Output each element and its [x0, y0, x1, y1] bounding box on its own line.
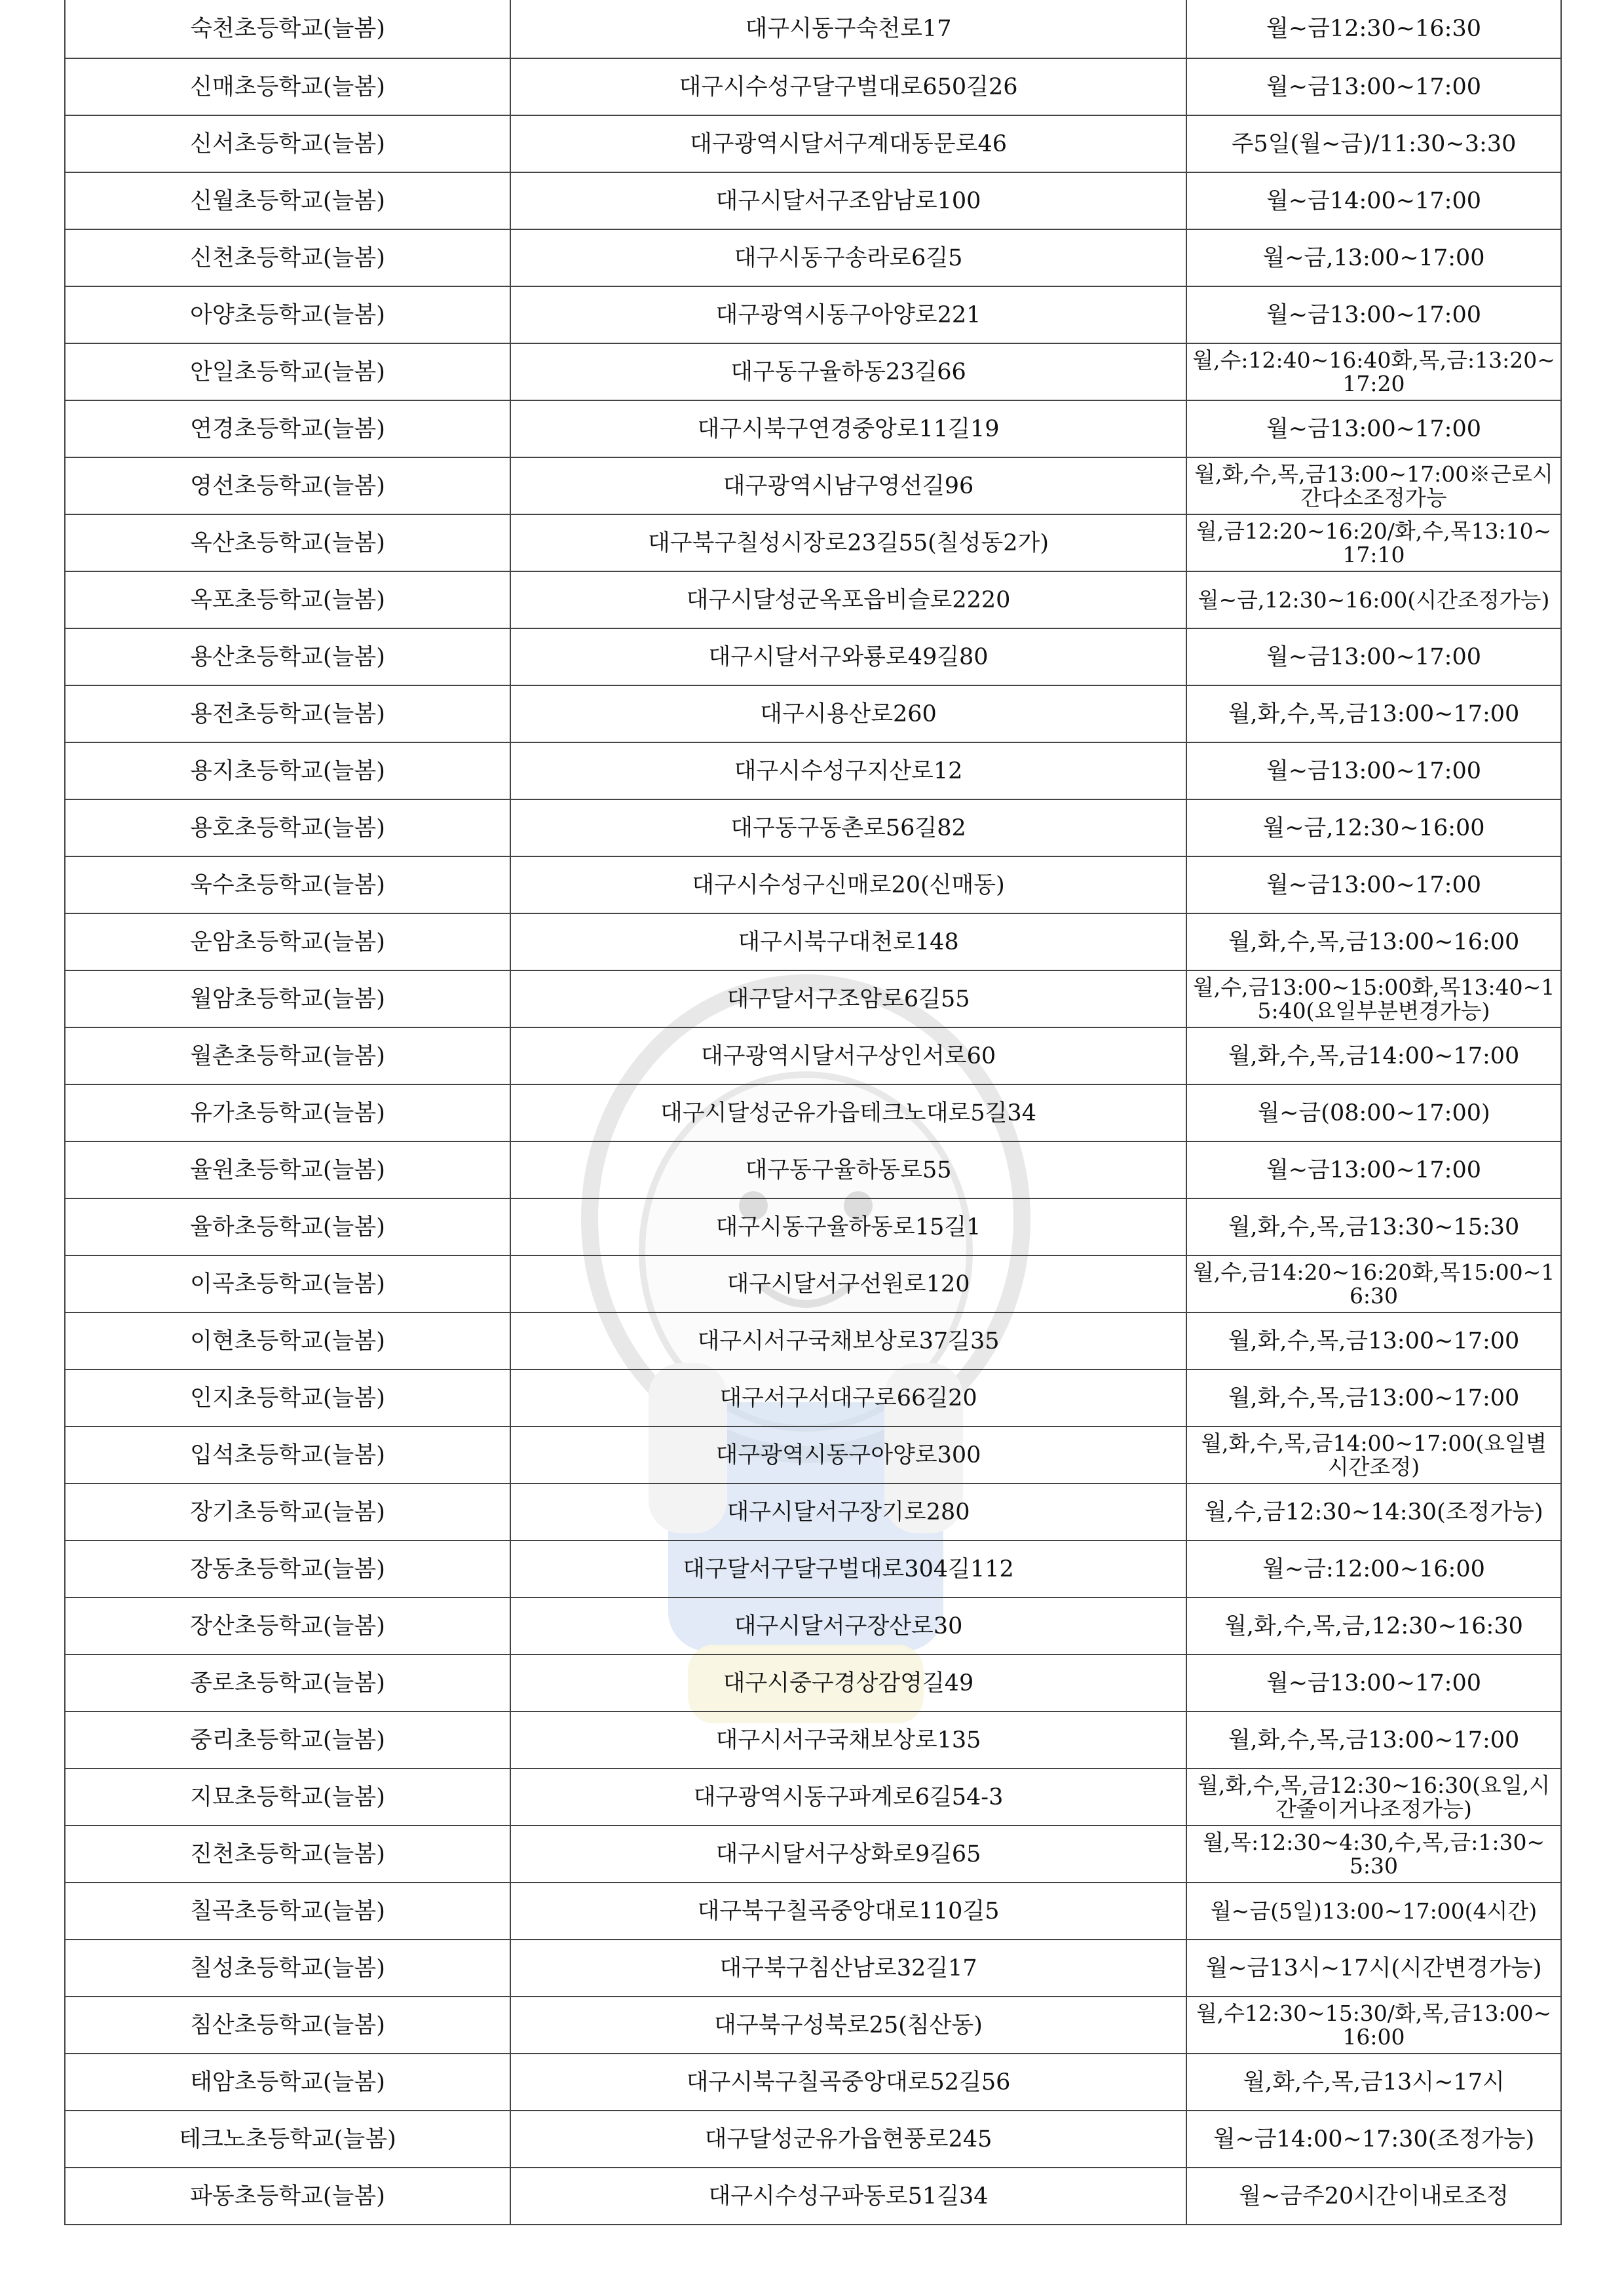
address-cell: 대구시북구대천로148	[510, 913, 1186, 970]
school-cell: 입석초등학교(늘봄)	[65, 1426, 510, 1483]
table-row	[65, 970, 1561, 1027]
hours-cell: 월,화,수,목,금13:00~17:00※근로시간다소조정가능	[1186, 457, 1561, 514]
hours-cell: 월,화,수,목,금13:00~17:00	[1186, 685, 1561, 742]
school-cell: 욱수초등학교(늘봄)	[65, 856, 510, 913]
hours-cell: 월~금14:00~17:00	[1186, 172, 1561, 229]
school-cell: 유가초등학교(늘봄)	[65, 1084, 510, 1141]
address-cell: 대구광역시달서구상인서로60	[510, 1027, 1186, 1084]
table-row	[65, 628, 1561, 685]
hours-cell: 월~금13:00~17:00	[1186, 856, 1561, 913]
hours-cell: 월~금14:00~17:30(조정가능)	[1186, 2111, 1561, 2168]
school-cell: 파동초등학교(늘봄)	[65, 2168, 510, 2225]
hours-cell: 월~금:12:00~16:00	[1186, 1540, 1561, 1598]
address-cell: 대구북구침산남로32길17	[510, 1940, 1186, 1997]
table-row	[65, 1255, 1561, 1312]
table-row	[65, 1598, 1561, 1655]
address-cell: 대구북구칠곡중앙대로110길5	[510, 1883, 1186, 1940]
school-cell: 장기초등학교(늘봄)	[65, 1483, 510, 1540]
address-cell: 대구시수성구지산로12	[510, 742, 1186, 799]
hours-cell: 월,목:12:30~4:30,수,목,금:1:30~5:30	[1186, 1826, 1561, 1883]
table-body	[65, 0, 1561, 2225]
hours-cell: 주5일(월~금)/11:30~3:30	[1186, 115, 1561, 172]
table-row	[65, 1369, 1561, 1426]
address-cell: 대구광역시달서구계대동문로46	[510, 115, 1186, 172]
school-cell: 태암초등학교(늘봄)	[65, 2054, 510, 2111]
hours-cell: 월~금13:00~17:00	[1186, 58, 1561, 115]
hours-cell: 월,화,수,목,금12:30~16:30(요일,시간줄이거나조정가능)	[1186, 1769, 1561, 1826]
address-cell: 대구시달성군유가읍테크노대로5길34	[510, 1084, 1186, 1141]
hours-cell: 월,화,수,목,금13:00~17:00	[1186, 1712, 1561, 1769]
school-cell: 칠곡초등학교(늘봄)	[65, 1883, 510, 1940]
hours-cell: 월,화,수,목,금13:00~17:00	[1186, 1312, 1561, 1369]
school-cell: 월촌초등학교(늘봄)	[65, 1027, 510, 1084]
address-cell: 대구시동구송라로6길5	[510, 229, 1186, 286]
school-cell: 칠성초등학교(늘봄)	[65, 1940, 510, 1997]
school-cell: 신매초등학교(늘봄)	[65, 58, 510, 115]
table-row	[65, 1483, 1561, 1540]
hours-cell: 월~금,12:30~16:00(시간조정가능)	[1186, 571, 1561, 628]
address-cell: 대구광역시남구영선길96	[510, 457, 1186, 514]
address-cell: 대구광역시동구아양로300	[510, 1426, 1186, 1483]
address-cell: 대구동구동촌로56길82	[510, 799, 1186, 856]
hours-cell: 월,화,수,목,금,12:30~16:30	[1186, 1598, 1561, 1655]
address-cell: 대구북구성북로25(침산동)	[510, 1997, 1186, 2054]
table-row	[65, 1198, 1561, 1255]
table-row	[65, 1655, 1561, 1712]
school-cell: 진천초등학교(늘봄)	[65, 1826, 510, 1883]
hours-cell: 월~금12:30~16:30	[1186, 0, 1561, 58]
address-cell: 대구시달서구선원로120	[510, 1255, 1186, 1312]
table-row	[65, 1997, 1561, 2054]
address-cell: 대구달서구조암로6길55	[510, 970, 1186, 1027]
table-row	[65, 913, 1561, 970]
address-cell: 대구시서구국채보상로135	[510, 1712, 1186, 1769]
hours-cell: 월~금13:00~17:00	[1186, 286, 1561, 343]
hours-cell: 월~금13시~17시(시간변경가능)	[1186, 1940, 1561, 1997]
hours-cell: 월~금13:00~17:00	[1186, 1141, 1561, 1198]
table-row	[65, 1712, 1561, 1769]
school-cell: 연경초등학교(늘봄)	[65, 400, 510, 457]
table-row	[65, 685, 1561, 742]
school-cell: 테크노초등학교(늘봄)	[65, 2111, 510, 2168]
school-cell: 율원초등학교(늘봄)	[65, 1141, 510, 1198]
school-cell: 침산초등학교(늘봄)	[65, 1997, 510, 2054]
table-row	[65, 2111, 1561, 2168]
hours-cell: 월,화,수,목,금14:00~17:00(요일별시간조정)	[1186, 1426, 1561, 1483]
school-schedule-table	[64, 0, 1562, 2225]
hours-cell: 월,수12:30~15:30/화,목,금13:00~16:00	[1186, 1997, 1561, 2054]
hours-cell: 월~금(5일)13:00~17:00(4시간)	[1186, 1883, 1561, 1940]
hours-cell: 월,수:12:40~16:40화,목,금:13:20~17:20	[1186, 343, 1561, 400]
table-row	[65, 2168, 1561, 2225]
school-cell: 월암초등학교(늘봄)	[65, 970, 510, 1027]
school-cell: 지묘초등학교(늘봄)	[65, 1769, 510, 1826]
table-row	[65, 571, 1561, 628]
school-cell: 옥산초등학교(늘봄)	[65, 514, 510, 571]
school-cell: 율하초등학교(늘봄)	[65, 1198, 510, 1255]
address-cell: 대구시달성군옥포읍비슬로2220	[510, 571, 1186, 628]
hours-cell: 월~금,12:30~16:00	[1186, 799, 1561, 856]
address-cell: 대구시북구연경중앙로11길19	[510, 400, 1186, 457]
table-row	[65, 856, 1561, 913]
table-row	[65, 1826, 1561, 1883]
table-row	[65, 115, 1561, 172]
table-row	[65, 2054, 1561, 2111]
hours-cell: 월,화,수,목,금13시~17시	[1186, 2054, 1561, 2111]
table-row	[65, 1084, 1561, 1141]
address-cell: 대구시달서구상화로9길65	[510, 1826, 1186, 1883]
hours-cell: 월,금12:20~16:20/화,수,목13:10~17:10	[1186, 514, 1561, 571]
hours-cell: 월,화,수,목,금13:30~15:30	[1186, 1198, 1561, 1255]
table-row	[65, 514, 1561, 571]
table-row	[65, 343, 1561, 400]
table-row	[65, 742, 1561, 799]
table-row	[65, 1027, 1561, 1084]
table-row	[65, 400, 1561, 457]
address-cell: 대구동구율하동로55	[510, 1141, 1186, 1198]
table-row	[65, 1769, 1561, 1826]
school-cell: 용전초등학교(늘봄)	[65, 685, 510, 742]
hours-cell: 월,화,수,목,금14:00~17:00	[1186, 1027, 1561, 1084]
address-cell: 대구북구칠성시장로23길55(칠성동2가)	[510, 514, 1186, 571]
hours-cell: 월~금주20시간이내로조정	[1186, 2168, 1561, 2225]
address-cell: 대구시용산로260	[510, 685, 1186, 742]
hours-cell: 월,수,금13:00~15:00화,목13:40~15:40(요일부분변경가능)	[1186, 970, 1561, 1027]
hours-cell: 월,수,금14:20~16:20화,목15:00~16:30	[1186, 1255, 1561, 1312]
address-cell: 대구시동구숙천로17	[510, 0, 1186, 58]
hours-cell: 월~금13:00~17:00	[1186, 628, 1561, 685]
address-cell: 대구달성군유가읍현풍로245	[510, 2111, 1186, 2168]
address-cell: 대구시달서구장산로30	[510, 1598, 1186, 1655]
school-cell: 장산초등학교(늘봄)	[65, 1598, 510, 1655]
address-cell: 대구시수성구신매로20(신매동)	[510, 856, 1186, 913]
school-cell: 옥포초등학교(늘봄)	[65, 571, 510, 628]
table-row	[65, 1940, 1561, 1997]
address-cell: 대구시달서구와룡로49길80	[510, 628, 1186, 685]
school-cell: 이현초등학교(늘봄)	[65, 1312, 510, 1369]
hours-cell: 월~금13:00~17:00	[1186, 400, 1561, 457]
hours-cell: 월,화,수,목,금13:00~17:00	[1186, 1369, 1561, 1426]
table-row	[65, 457, 1561, 514]
school-cell: 중리초등학교(늘봄)	[65, 1712, 510, 1769]
address-cell: 대구시수성구달구벌대로650길26	[510, 58, 1186, 115]
school-cell: 안일초등학교(늘봄)	[65, 343, 510, 400]
hours-cell: 월~금,13:00~17:00	[1186, 229, 1561, 286]
hours-cell: 월,화,수,목,금13:00~16:00	[1186, 913, 1561, 970]
address-cell: 대구시중구경상감영길49	[510, 1655, 1186, 1712]
address-cell: 대구시수성구파동로51길34	[510, 2168, 1186, 2225]
table-row	[65, 58, 1561, 115]
school-cell: 영선초등학교(늘봄)	[65, 457, 510, 514]
table-row	[65, 1312, 1561, 1369]
table-row	[65, 1426, 1561, 1483]
school-cell: 신서초등학교(늘봄)	[65, 115, 510, 172]
address-cell: 대구시달서구조암남로100	[510, 172, 1186, 229]
school-cell: 숙천초등학교(늘봄)	[65, 0, 510, 58]
school-cell: 용지초등학교(늘봄)	[65, 742, 510, 799]
hours-cell: 월,수,금12:30~14:30(조정가능)	[1186, 1483, 1561, 1540]
school-cell: 용호초등학교(늘봄)	[65, 799, 510, 856]
school-cell: 이곡초등학교(늘봄)	[65, 1255, 510, 1312]
school-cell: 신월초등학교(늘봄)	[65, 172, 510, 229]
school-cell: 운암초등학교(늘봄)	[65, 913, 510, 970]
address-cell: 대구광역시동구아양로221	[510, 286, 1186, 343]
table-row	[65, 1883, 1561, 1940]
table-row	[65, 1141, 1561, 1198]
school-cell: 인지초등학교(늘봄)	[65, 1369, 510, 1426]
school-cell: 신천초등학교(늘봄)	[65, 229, 510, 286]
hours-cell: 월~금(08:00~17:00)	[1186, 1084, 1561, 1141]
school-cell: 종로초등학교(늘봄)	[65, 1655, 510, 1712]
address-cell: 대구시서구국채보상로37길35	[510, 1312, 1186, 1369]
hours-cell: 월~금13:00~17:00	[1186, 1655, 1561, 1712]
table-row	[65, 0, 1561, 58]
address-cell: 대구서구서대구로66길20	[510, 1369, 1186, 1426]
address-cell: 대구동구율하동23길66	[510, 343, 1186, 400]
school-cell: 용산초등학교(늘봄)	[65, 628, 510, 685]
address-cell: 대구시북구칠곡중앙대로52길56	[510, 2054, 1186, 2111]
table-row	[65, 799, 1561, 856]
hours-cell: 월~금13:00~17:00	[1186, 742, 1561, 799]
school-cell: 장동초등학교(늘봄)	[65, 1540, 510, 1598]
table-row	[65, 172, 1561, 229]
table-row	[65, 229, 1561, 286]
address-cell: 대구시달서구장기로280	[510, 1483, 1186, 1540]
table-row	[65, 1540, 1561, 1598]
address-cell: 대구광역시동구파계로6길54-3	[510, 1769, 1186, 1826]
address-cell: 대구달서구달구벌대로304길112	[510, 1540, 1186, 1598]
table-row	[65, 286, 1561, 343]
address-cell: 대구시동구율하동로15길1	[510, 1198, 1186, 1255]
school-cell: 아양초등학교(늘봄)	[65, 286, 510, 343]
